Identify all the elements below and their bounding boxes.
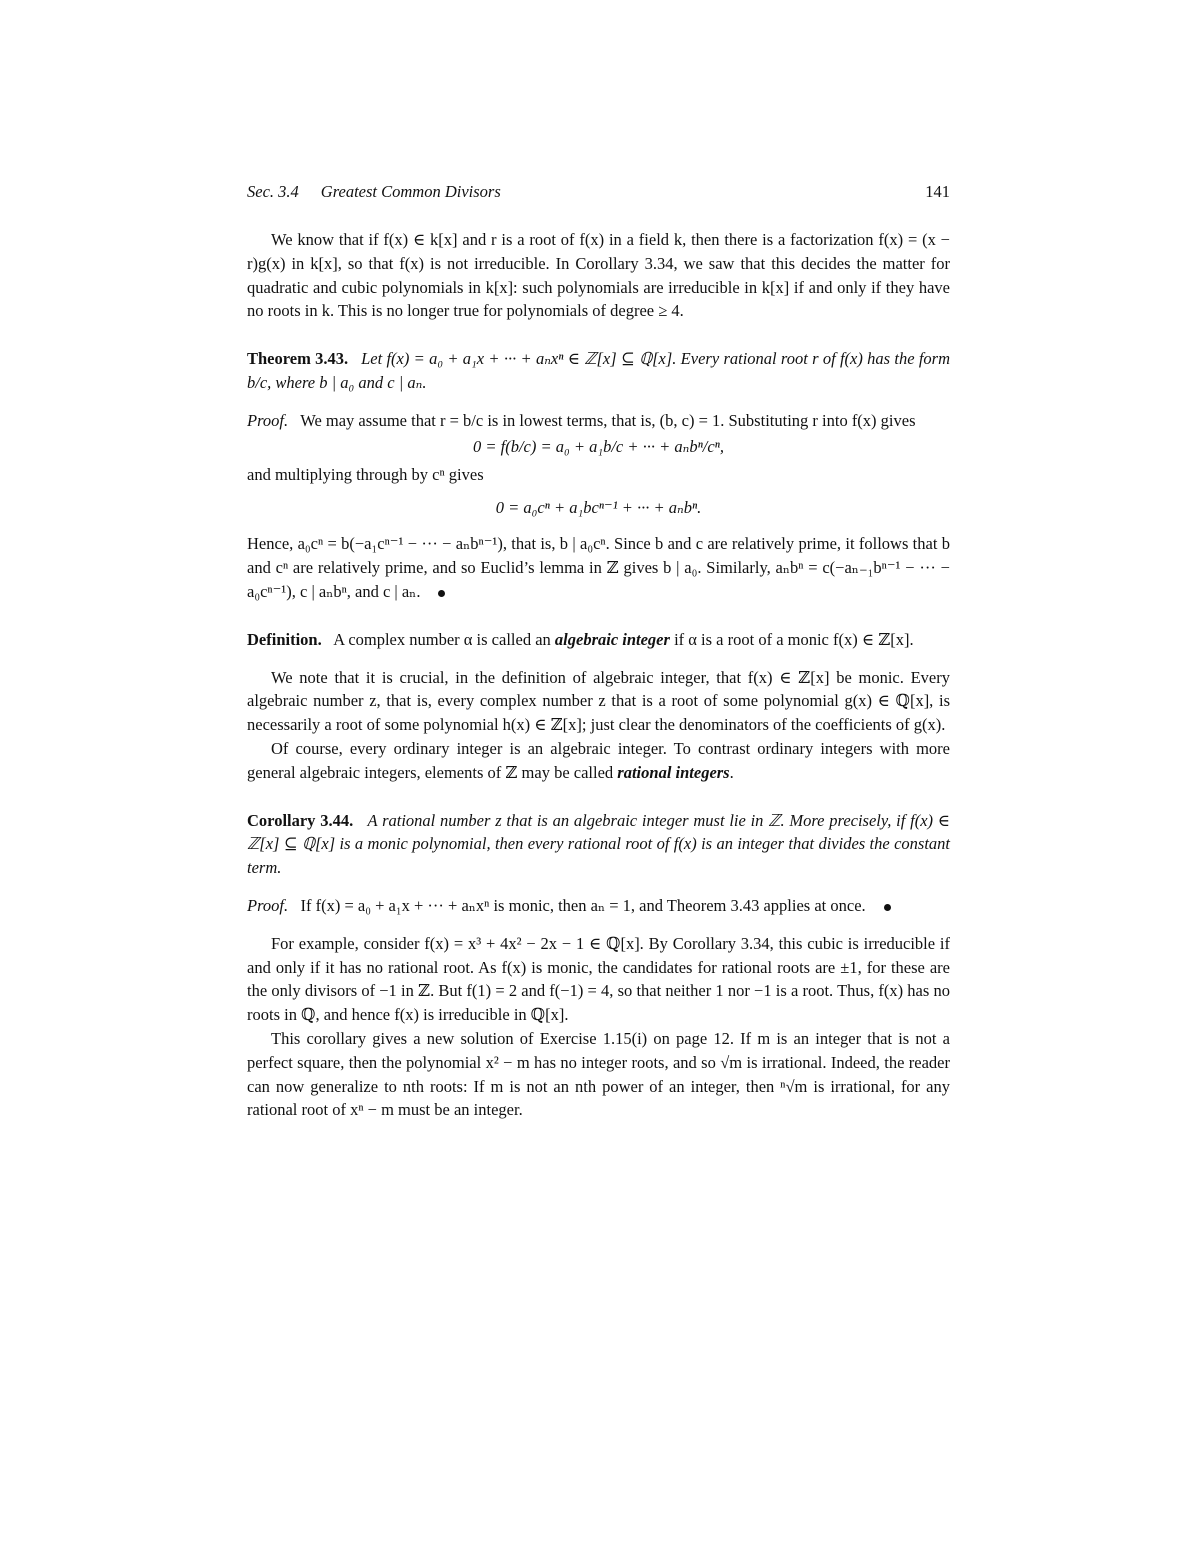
proof-label: Proof. <box>247 410 289 430</box>
proof-corollary <box>247 894 950 918</box>
corollary-statement: A rational number z that is an algebraic integer must lie in ℤ. More precisely, if f(x) ∈ ℤ[x] ⊆ ℚ[x] is a monic polynomial, then every rational root of f(x) is an integer that divides the constant term. <box>247 810 950 878</box>
proof-theorem <box>247 409 950 433</box>
course-term: rational integers <box>617 762 730 782</box>
theorem-3-43 <box>247 347 950 395</box>
running-header <box>247 182 950 202</box>
section-number: Sec. 3.4 <box>247 182 299 201</box>
display-equation-2: 0 = a₀cⁿ + a₁bcⁿ⁻¹ + ··· + aₙbⁿ. <box>495 498 702 518</box>
definition-text-before: A complex number α is called an <box>333 629 551 649</box>
definition-term: algebraic integer <box>554 629 670 649</box>
proof-text-b: and multiplying through by cⁿ gives <box>247 464 484 484</box>
corollary-label: Corollary 3.44. <box>247 810 354 830</box>
proof2-text: If f(x) = a₀ + a₁x + ··· + aₙxⁿ is monic, then aₙ = 1, and Theorem 3.43 applies at once. <box>300 895 866 915</box>
qed-bullet-icon <box>884 904 891 911</box>
display-equation-1: 0 = f(b/c) = a₀ + a₁b/c + ··· + aₙbⁿ/cⁿ, <box>472 436 725 456</box>
proof2-label: Proof. <box>247 895 289 915</box>
proof-text-a: We may assume that r = b/c is in lowest terms, that is, (b, c) = 1. Substituting r into f(x) gives <box>300 410 916 430</box>
page-number: 141 <box>925 182 950 201</box>
proof-text-c: Hence, a₀cⁿ = b(−a₁cⁿ⁻¹ − ··· − aₙbⁿ⁻¹), that is, b | a₀cⁿ. Since b and c are relatively prime, it follows that b and cⁿ are relatively prime, and so Euclid’s lemma in ℤ gives b | a₀. Similarly, aₙbⁿ = c(−aₙ₋₁bⁿ⁻¹ − ··· − a₀cⁿ⁻¹), c | aₙbⁿ, and c | aₙ. <box>247 534 950 601</box>
theorem-label: Theorem 3.43. <box>247 349 349 369</box>
definition-text-after: if α is a root of a monic f(x) ∈ ℤ[x]. <box>674 629 914 649</box>
page-content <box>247 182 950 1122</box>
proof-conclusion <box>247 532 950 603</box>
definition-label: Definition. <box>247 629 322 649</box>
definition-algebraic-integer <box>247 628 950 652</box>
section-title: Greatest Common Divisors <box>320 182 501 201</box>
course-paragraph <box>247 737 950 785</box>
qed-bullet-icon <box>438 590 445 597</box>
corollary-3-44 <box>247 809 950 880</box>
course-text: Of course, every ordinary integer is an algebraic integer. To contrast ordinary integers with more general algebraic integers, elements of ℤ may be called <box>247 738 950 782</box>
note-paragraph: We note that it is crucial, in the definition of algebraic integer, that f(x) ∈ ℤ[x] be monic. Every algebraic number z, that is, every complex number z that is a root of some polynomial g(x) ∈ ℚ[x], is necessarily a root of some polynomial h(x) ∈ ℤ[x]; just clear the denominators of the coefficients of g(x). <box>247 667 950 735</box>
theorem-statement: Let f(x) = a₀ + a₁x + ··· + aₙxⁿ ∈ ℤ[x] ⊆ ℚ[x]. Every rational root r of f(x) has the form b/c, where b | a₀ and c | aₙ. <box>247 349 951 392</box>
intro-paragraph: We know that if f(x) ∈ k[x] and r is a root of f(x) in a field k, then there is a factorization f(x) = (x − r)g(x) in k[x], so that f(x) is not irreducible. In Corollary 3.34, we saw that this decides the matter for quadratic and cubic polynomials in k[x]: such polynomials are irreducible in k[x] if and only if they have no roots in k. This is no longer true for polynomials of degree ≥ 4. <box>247 230 950 321</box>
header-section <box>247 182 501 202</box>
course-end: . <box>729 762 734 782</box>
example-paragraph: For example, consider f(x) = x³ + 4x² − 2x − 1 ∈ ℚ[x]. By Corollary 3.34, this cubic is irreducible if and only if it has no rational root. As f(x) is monic, the candidates for rational roots are ±1, for these are the only divisors of −1 in ℤ. But f(1) = 2 and f(−1) = 4, so that neither 1 nor −1 is a root. Thus, f(x) has no roots in ℚ, and hence f(x) is irreducible in ℚ[x]. <box>247 933 950 1025</box>
final-paragraph: This corollary gives a new solution of Exercise 1.15(i) on page 12. If m is an integer that is not a perfect square, then the polynomial x² − m has no integer roots, and so √m is irrational. Indeed, the reader can now generalize to nth roots: If m is not an nth power of an integer, then ⁿ√m is irrational, for any rational root of xⁿ − m must be an integer. <box>247 1028 950 1120</box>
